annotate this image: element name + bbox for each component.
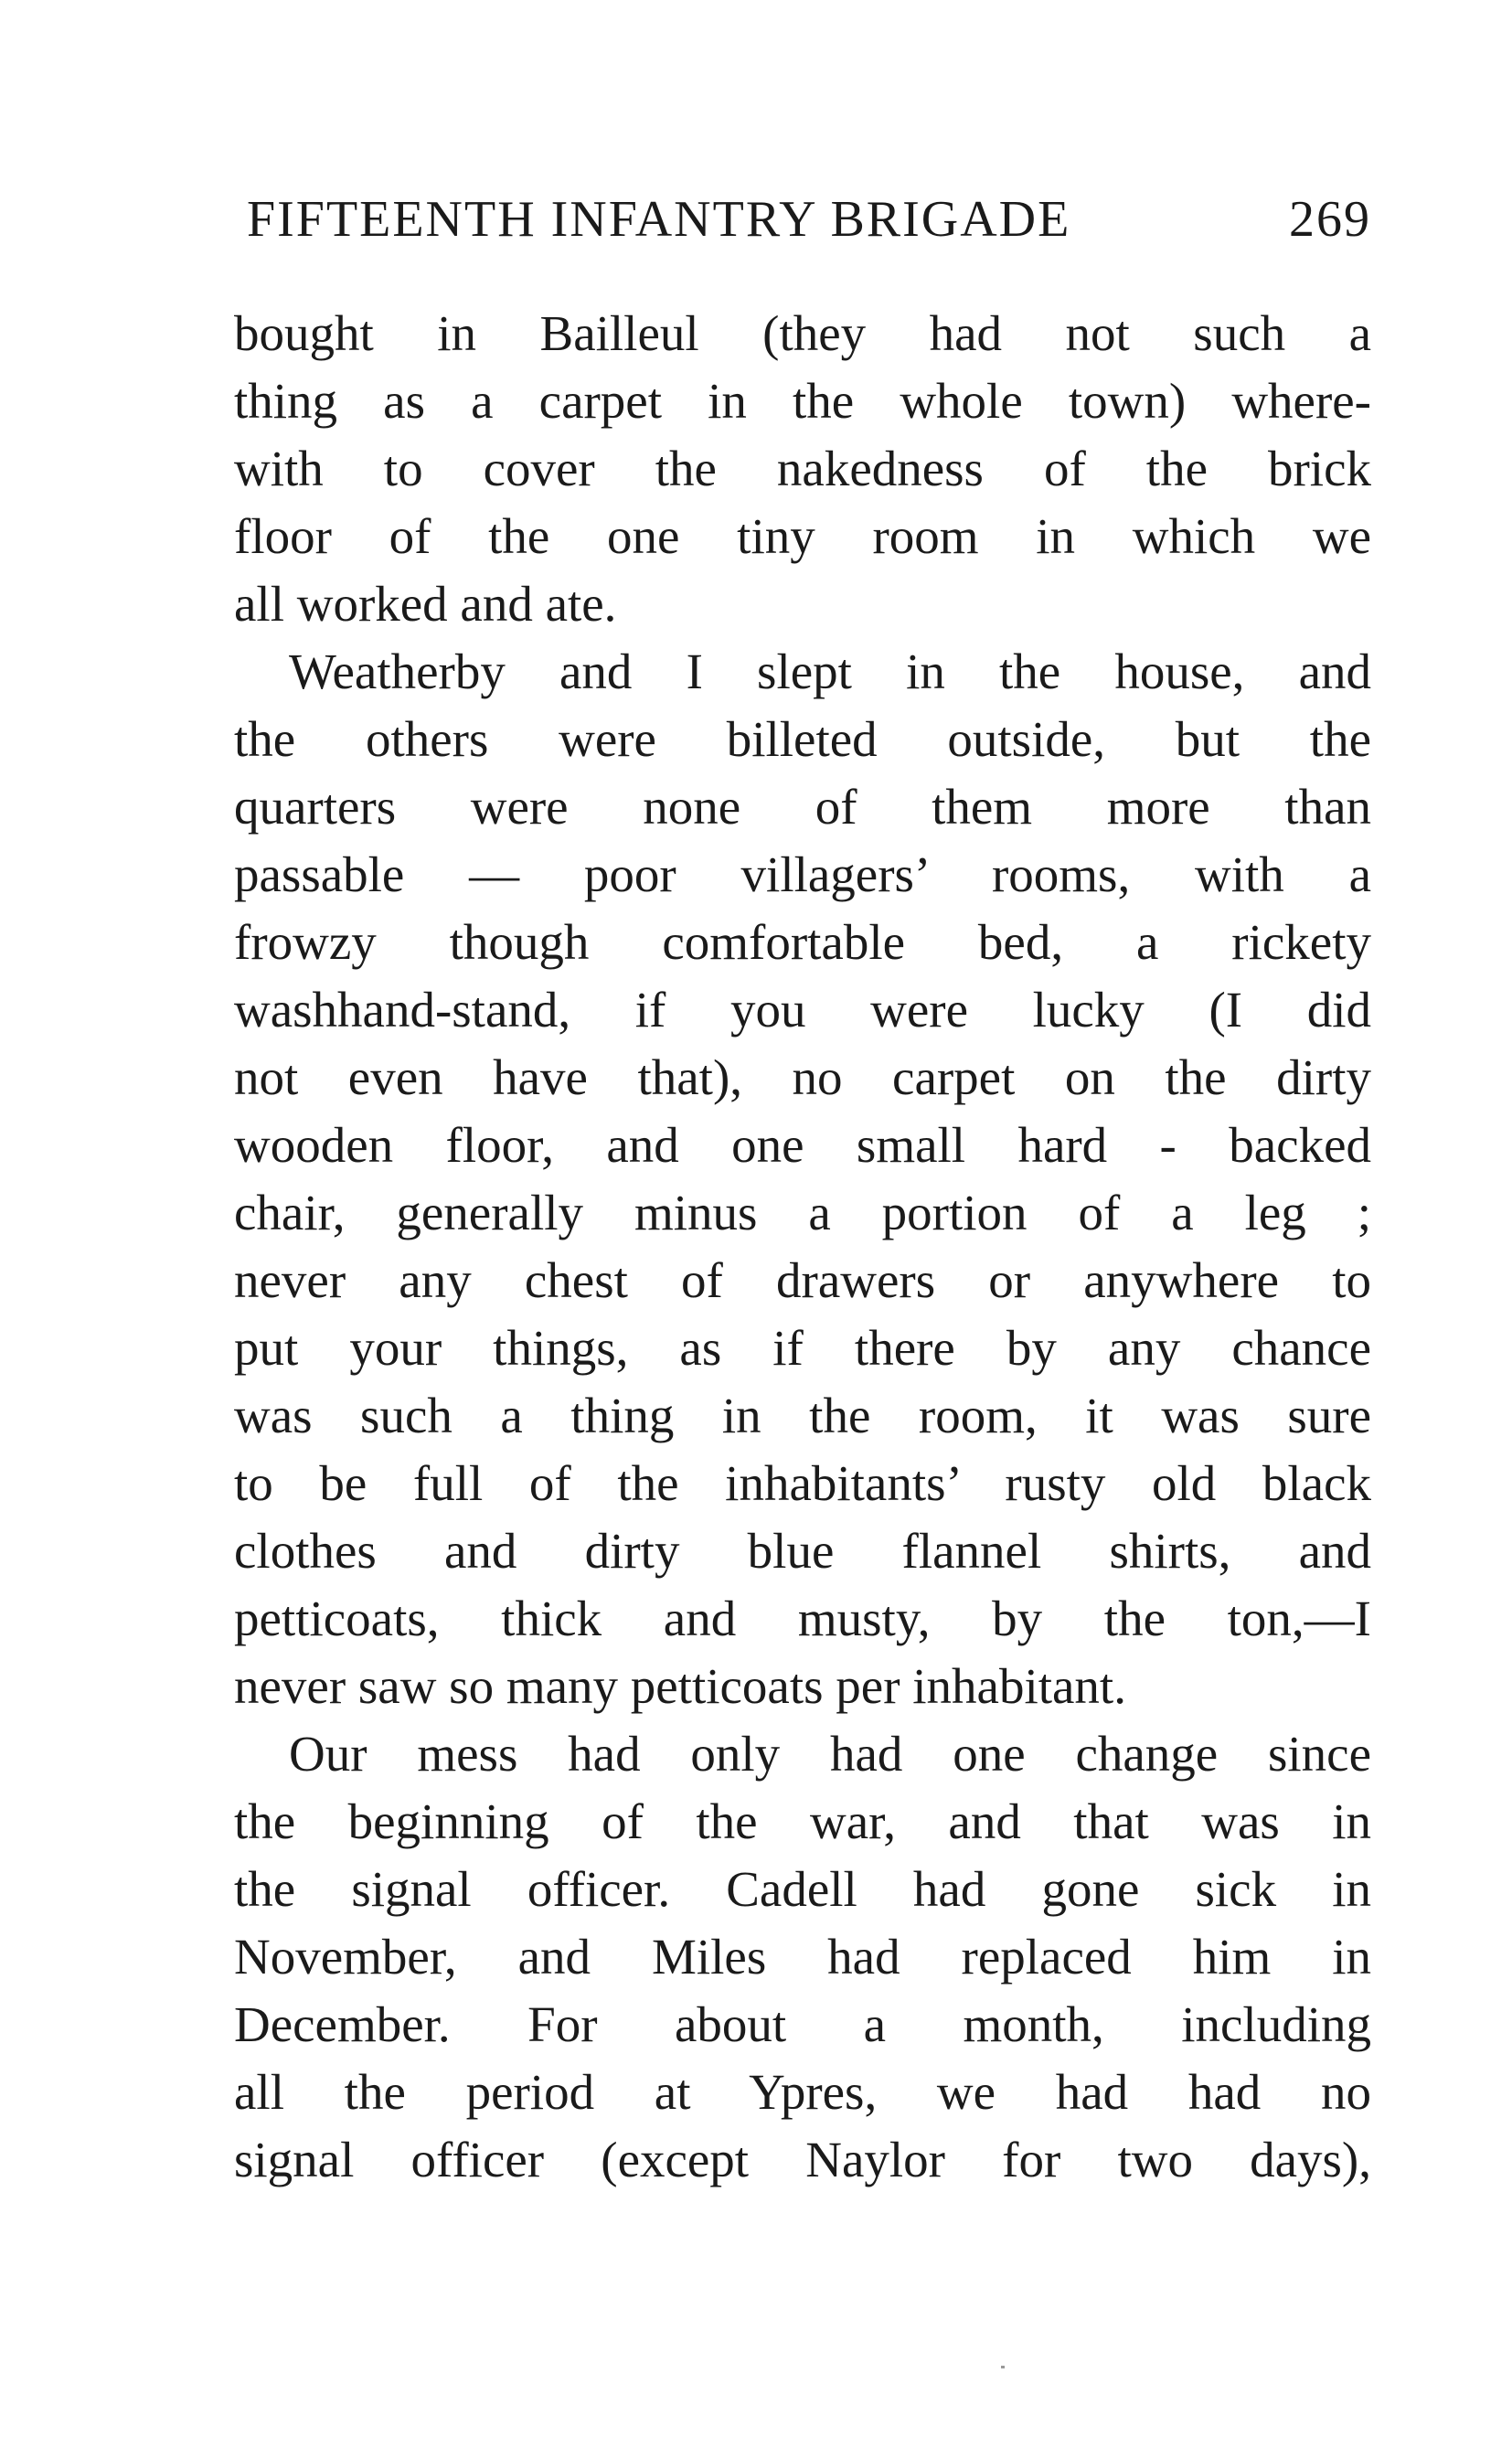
text-line: signal officer (except Naylor for two days), [234, 2132, 1371, 2187]
text-line: November, and Miles had replaced him in [234, 1929, 1371, 1985]
text-line: the beginning of the war, and that was in [234, 1793, 1371, 1849]
text-line: Weatherby and I slept in the house, and [289, 644, 1371, 699]
page-number: 269 [1289, 191, 1371, 248]
paper-speck [1001, 2366, 1005, 2368]
running-head [234, 183, 1371, 256]
text-line: bought in Bailleul (they had not such a [234, 305, 1371, 361]
text-line: the signal officer. Cadell had gone sick in [234, 1861, 1371, 1917]
text-line: floor of the one tiny room in which we [234, 508, 1371, 564]
text-line: never any chest of drawers or anywhere to [234, 1252, 1371, 1308]
text-line: thing as a carpet in the whole town) where- [234, 373, 1371, 429]
text-line: chair, generally minus a portion of a leg ; [234, 1185, 1371, 1240]
running-title: FIFTEENTH INFANTRY BRIGADE [247, 191, 1071, 248]
text-line: clothes and dirty blue flannel shirts, and [234, 1523, 1371, 1579]
text-line: quarters were none of them more than [234, 779, 1371, 835]
text-line: not even have that), no carpet on the dirty [234, 1049, 1371, 1105]
text-line: was such a thing in the room, it was sure [234, 1388, 1371, 1443]
text-line: petticoats, thick and musty, by the ton,—I [234, 1591, 1371, 1646]
text-line: all worked and ate. [234, 576, 617, 632]
text-line: never saw so many petticoats per inhabitant. [234, 1658, 1126, 1714]
text-line: with to cover the nakedness of the brick [234, 441, 1371, 496]
text-line: Our mess had only had one change since [289, 1726, 1371, 1782]
text-line: to be full of the inhabitants’ rusty old black [234, 1455, 1371, 1511]
text-line: the others were billeted outside, but the [234, 711, 1371, 767]
text-line: frowzy though comfortable bed, a rickety [234, 914, 1371, 970]
body-text [234, 300, 1371, 2194]
text-line: December. For about a month, including [234, 1996, 1371, 2052]
text-line: wooden floor, and one small hard - backed [234, 1117, 1371, 1173]
text-line: put your things, as if there by any chance [234, 1320, 1371, 1376]
text-line: all the period at Ypres, we had had no [234, 2064, 1371, 2120]
text-line: washhand-stand, if you were lucky (I did [234, 982, 1371, 1038]
text-line: passable — poor villagers’ rooms, with a [234, 846, 1371, 902]
